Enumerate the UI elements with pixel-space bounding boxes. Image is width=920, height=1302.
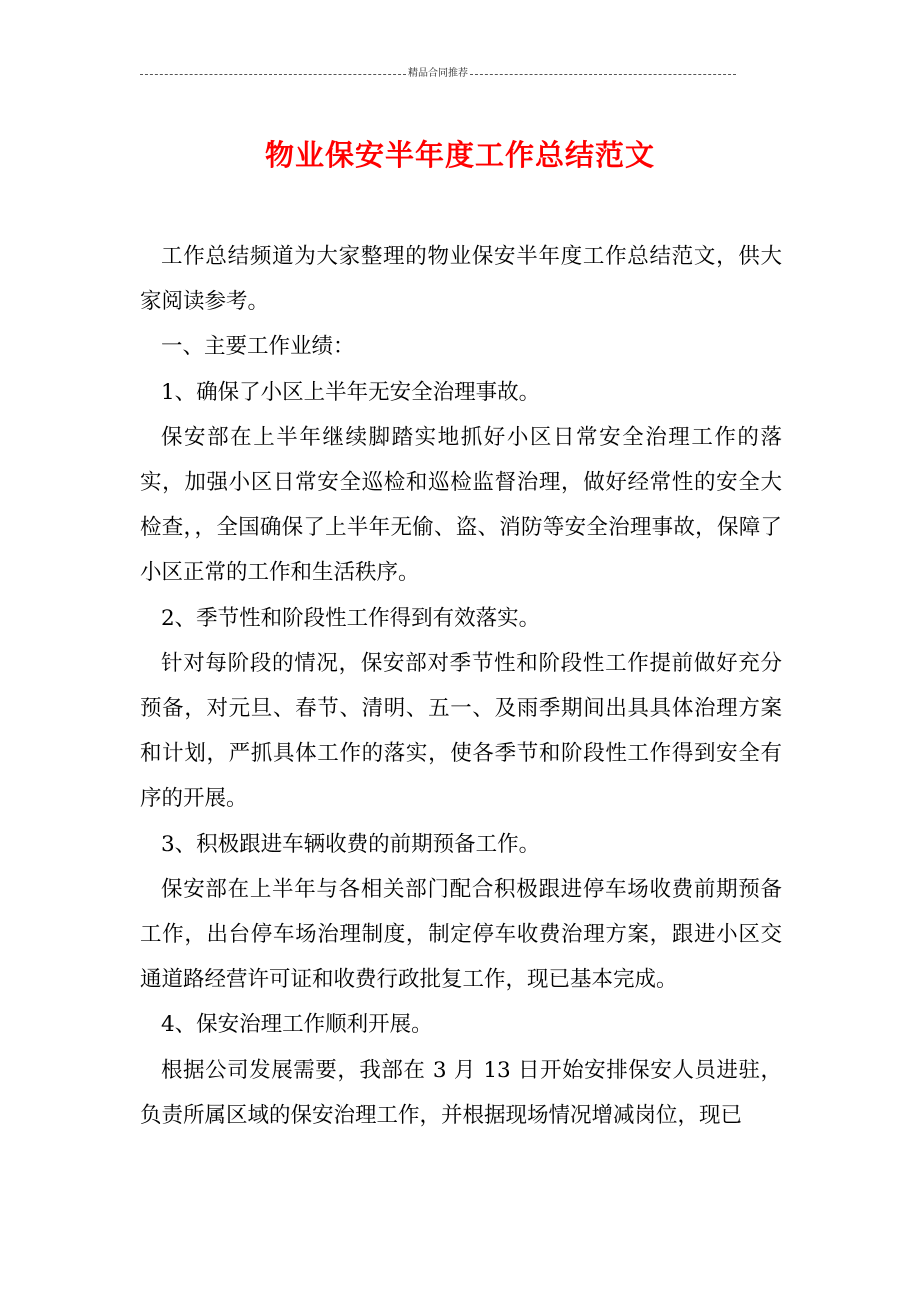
section-heading: 一、主要工作业绩： bbox=[161, 334, 355, 360]
item-body-1: 保安部在上半年继续脚踏实地抓好小区日常安全治理工作的落实，加强小区日常安全巡检和巡检监督治理，做好经常性的安全大检查，，全国确保了上半年无偷、盗、消防等安全治理事故，保障了小区正常的工作和生活秩序。 bbox=[140, 424, 782, 586]
item-body-2: 针对每阶段的情况，保安部对季节性和阶段性工作提前做好充分预备，对元旦、春节、清明、五一、及雨季期间出具具体治理方案和计划，严抓具体工作的落实，使各季节和阶段性工作得到安全有序的开展。 bbox=[140, 650, 782, 812]
item-heading-3: 3、积极跟进车辆收费的前期预备工作。 bbox=[161, 831, 541, 857]
header-label: 精品合同推荐 bbox=[408, 68, 468, 79]
document-title: 物业保安半年度工作总结范文 bbox=[264, 138, 655, 173]
item-heading-2: 2、季节性和阶段性工作得到有效落实。 bbox=[161, 605, 541, 631]
item-heading-1: 1、确保了小区上半年无安全治理事故。 bbox=[161, 379, 541, 405]
item-body-3: 保安部在上半年与各相关部门配合积极跟进停车场收费前期预备工作，出台停车场治理制度，制定停车收费治理方案，跟进小区交通道路经营许可证和收费行政批复工作，现已基本完成。 bbox=[140, 876, 782, 993]
intro-paragraph: 工作总结频道为大家整理的物业保安半年度工作总结范文，供大家阅读参考。 bbox=[140, 244, 782, 315]
document-body bbox=[140, 234, 782, 1138]
item-heading-4: 4、保安治理工作顺利开展。 bbox=[161, 1012, 433, 1038]
header-dash-left bbox=[140, 74, 406, 75]
header-dash-right bbox=[470, 74, 736, 75]
item-body-4: 根据公司发展需要，我部在 3 月 13 日开始安排保安人员进驻，负责所属区域的保安治理工作，并根据现场情况增减岗位，现已 bbox=[140, 1057, 782, 1128]
page-header bbox=[140, 66, 736, 82]
